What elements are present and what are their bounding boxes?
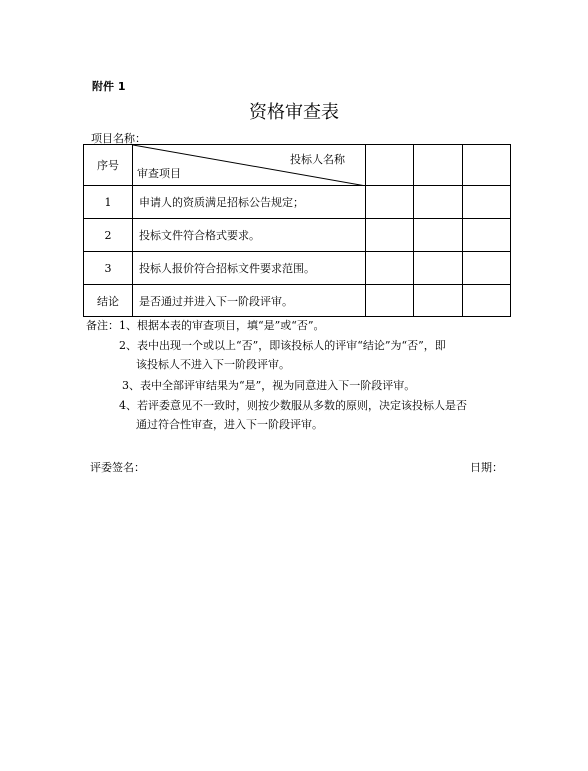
conclusion-row <box>84 285 511 317</box>
date-label: 日期： <box>470 461 503 474</box>
project-name-label: 项目名称： <box>91 132 146 145</box>
conclusion-label: 结论 <box>84 285 133 317</box>
result-cell[interactable] <box>414 219 463 252</box>
result-cell[interactable] <box>463 186 511 219</box>
diagonal-header-cell <box>133 145 366 186</box>
result-cell[interactable] <box>414 252 463 285</box>
result-cell[interactable] <box>366 186 414 219</box>
note-line: 通过符合性审查，进入下一阶段评审。 <box>136 418 323 431</box>
result-cell[interactable] <box>463 219 511 252</box>
result-cell[interactable] <box>463 252 511 285</box>
result-cell[interactable] <box>463 285 511 317</box>
table-row <box>84 186 511 219</box>
qualification-table <box>83 144 511 317</box>
row-number: 2 <box>84 219 133 252</box>
table-header-row <box>84 145 511 186</box>
bidder-name-header: 投标人名称 <box>290 153 345 166</box>
row-number: 3 <box>84 252 133 285</box>
review-item: 投标人报价符合招标文件要求范围。 <box>133 252 366 285</box>
seq-header: 序号 <box>84 145 133 186</box>
note-line: 该投标人不进入下一阶段评审。 <box>136 358 290 371</box>
result-cell[interactable] <box>366 219 414 252</box>
review-item: 申请人的资质满足招标公告规定； <box>133 186 366 219</box>
result-cell[interactable] <box>414 285 463 317</box>
result-cell[interactable] <box>414 186 463 219</box>
row-number: 1 <box>84 186 133 219</box>
note-line: 备注：1、根据本表的审查项目，填“是”或“否”。 <box>86 319 325 332</box>
conclusion-text: 是否通过并进入下一阶段评审。 <box>133 285 366 317</box>
bidder-column-2[interactable] <box>414 145 463 186</box>
appendix-label: 附件 1 <box>92 80 126 93</box>
note-line: 2、表中出现一个或以上“否”，即该投标人的评审“结论”为“否”，即 <box>119 339 446 352</box>
page-title: 资格审查表 <box>249 102 339 123</box>
table-row <box>84 252 511 285</box>
bidder-column-3[interactable] <box>463 145 511 186</box>
result-cell[interactable] <box>366 285 414 317</box>
review-item: 投标文件符合格式要求。 <box>133 219 366 252</box>
note-line: 4、若评委意见不一致时，则按少数服从多数的原则，决定该投标人是否 <box>119 399 467 412</box>
reviewer-signature-label: 评委签名： <box>90 461 145 474</box>
note-line: 3、表中全部评审结果为“是”，视为同意进入下一阶段评审。 <box>122 379 416 392</box>
table-row <box>84 219 511 252</box>
bidder-column-1[interactable] <box>366 145 414 186</box>
result-cell[interactable] <box>366 252 414 285</box>
review-item-header: 审查项目 <box>137 167 181 180</box>
